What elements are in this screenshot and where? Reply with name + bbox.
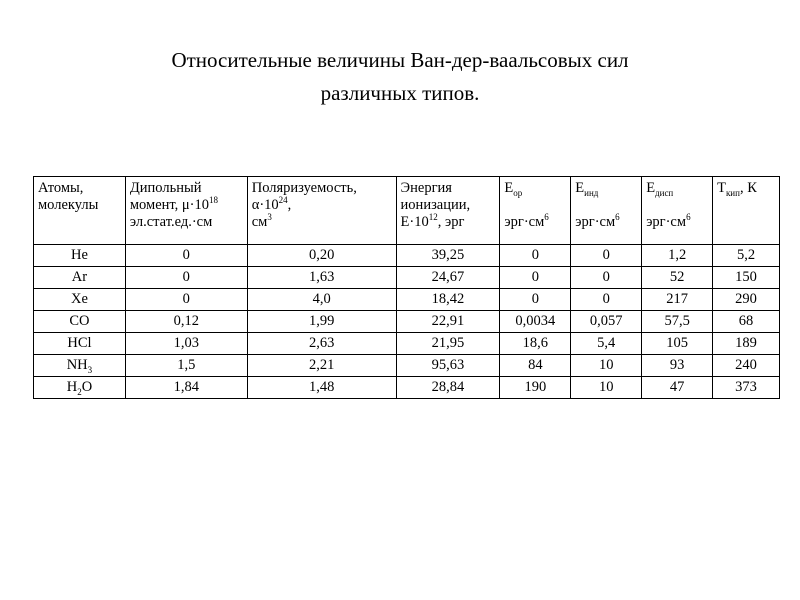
header-atoms-line1: Атомы, (38, 180, 84, 196)
cell-tboil: 189 (713, 333, 780, 355)
cell-energy: 22,91 (396, 311, 500, 333)
cell-eor: 0 (500, 267, 571, 289)
cell-eor: 0 (500, 245, 571, 267)
cell-tboil: 5,2 (713, 245, 780, 267)
header-polar-comma: , (287, 197, 292, 213)
cell-eind: 0 (571, 245, 642, 267)
cell-dipole: 1,5 (125, 355, 247, 377)
cell-energy: 18,42 (396, 289, 500, 311)
cell-name: Xe (34, 289, 126, 311)
header-ionization-energy (396, 177, 500, 245)
table-row (34, 267, 780, 289)
header-polarizability (247, 177, 396, 245)
cell-eind: 0,057 (571, 311, 642, 333)
cell-dipole: 0 (125, 245, 247, 267)
header-polar-line1: Поляризуемость, (251, 180, 357, 196)
table-row (34, 333, 780, 355)
cell-name: Ar (34, 267, 126, 289)
cell-tboil: 150 (713, 267, 780, 289)
header-atoms-line2: молекулы (38, 197, 99, 213)
header-eind-main: Е (575, 180, 585, 196)
header-polar-exp: 24 (278, 195, 288, 206)
cell-name: He (34, 245, 126, 267)
cell-tboil: 68 (713, 311, 780, 333)
header-row (34, 177, 780, 245)
header-eind-sub: инд (584, 187, 599, 198)
header-e-dispersion (642, 177, 713, 245)
header-eor-unit: эрг·см (504, 214, 545, 230)
cell-eor: 18,6 (500, 333, 571, 355)
header-edisp-sub: дисп (655, 187, 674, 198)
cell-polarizability: 2,63 (247, 333, 396, 355)
header-tboil-sub: кип (725, 187, 740, 198)
cell-name: CO (34, 311, 126, 333)
header-energy-unit: , эрг (437, 214, 465, 230)
cell-polarizability: 1,48 (247, 377, 396, 399)
cell-energy: 21,95 (396, 333, 500, 355)
header-energy-line3: Е·10 (400, 214, 429, 230)
header-tboil-unit: , К (739, 180, 757, 196)
cell-eind: 10 (571, 355, 642, 377)
cell-eor: 0,0034 (500, 311, 571, 333)
header-eor-sub: ор (513, 187, 523, 198)
cell-dipole: 0 (125, 267, 247, 289)
page-title (0, 44, 800, 110)
header-boiling-temp (713, 177, 780, 245)
header-polar-line3: см (251, 214, 268, 230)
cell-edisp: 93 (642, 355, 713, 377)
cell-name: $H_2O$ (34, 377, 126, 399)
cell-edisp: 217 (642, 289, 713, 311)
header-tboil-main: Т (717, 180, 726, 196)
cell-polarizability: 2,21 (247, 355, 396, 377)
header-edisp-unit-exp: 6 (686, 212, 691, 223)
cell-edisp: 57,5 (642, 311, 713, 333)
header-dipole-line3: эл.стат.ед.·см (129, 214, 213, 230)
header-eind-unit: эрг·см (575, 214, 616, 230)
cell-energy: 95,63 (396, 355, 500, 377)
cell-eind: 5,4 (571, 333, 642, 355)
cell-dipole: 1,03 (125, 333, 247, 355)
cell-eor: 190 (500, 377, 571, 399)
cell-polarizability: 1,63 (247, 267, 396, 289)
header-eor-main: Е (504, 180, 514, 196)
cell-eind: 0 (571, 289, 642, 311)
cell-name: HCl (34, 333, 126, 355)
table-row (34, 245, 780, 267)
title-line-1: Относительные величины Ван-дер-ваальсовых сил (171, 48, 629, 72)
cell-name: $NH_3$ (34, 355, 126, 377)
cell-energy: 39,25 (396, 245, 500, 267)
header-energy-exp: 12 (428, 212, 438, 223)
cell-tboil: 290 (713, 289, 780, 311)
header-edisp-unit: эрг·см (646, 214, 687, 230)
cell-eor: 0 (500, 289, 571, 311)
cell-dipole: 0,12 (125, 311, 247, 333)
cell-polarizability: 1,99 (247, 311, 396, 333)
table-row (34, 377, 780, 399)
header-energy-line1: Энергия (400, 180, 452, 196)
header-polar-unit-exp: 3 (267, 212, 272, 223)
cell-tboil: 373 (713, 377, 780, 399)
header-polar-line2: α·10 (251, 197, 279, 213)
table-row (34, 289, 780, 311)
header-eind-unit-exp: 6 (615, 212, 620, 223)
cell-polarizability: 0,20 (247, 245, 396, 267)
header-dipole (125, 177, 247, 245)
header-e-induction (571, 177, 642, 245)
cell-edisp: 1,2 (642, 245, 713, 267)
cell-energy: 28,84 (396, 377, 500, 399)
header-atoms (34, 177, 126, 245)
header-energy-line2: ионизации, (400, 197, 471, 213)
table-row (34, 311, 780, 333)
table-row (34, 355, 780, 377)
cell-eind: 0 (571, 267, 642, 289)
cell-energy: 24,67 (396, 267, 500, 289)
header-edisp-main: Е (646, 180, 656, 196)
header-dipole-line2: момент, μ·10 (129, 197, 209, 213)
cell-eind: 10 (571, 377, 642, 399)
header-e-orientation (500, 177, 571, 245)
vdw-forces-table (33, 176, 780, 399)
title-line-2: различных типов. (320, 81, 480, 105)
cell-edisp: 47 (642, 377, 713, 399)
header-dipole-exp: 18 (209, 195, 218, 206)
cell-polarizability: 4,0 (247, 289, 396, 311)
header-eor-unit-exp: 6 (544, 212, 549, 223)
header-dipole-line1: Дипольный (129, 180, 202, 196)
cell-dipole: 0 (125, 289, 247, 311)
cell-tboil: 240 (713, 355, 780, 377)
cell-edisp: 105 (642, 333, 713, 355)
cell-edisp: 52 (642, 267, 713, 289)
cell-eor: 84 (500, 355, 571, 377)
cell-dipole: 1,84 (125, 377, 247, 399)
